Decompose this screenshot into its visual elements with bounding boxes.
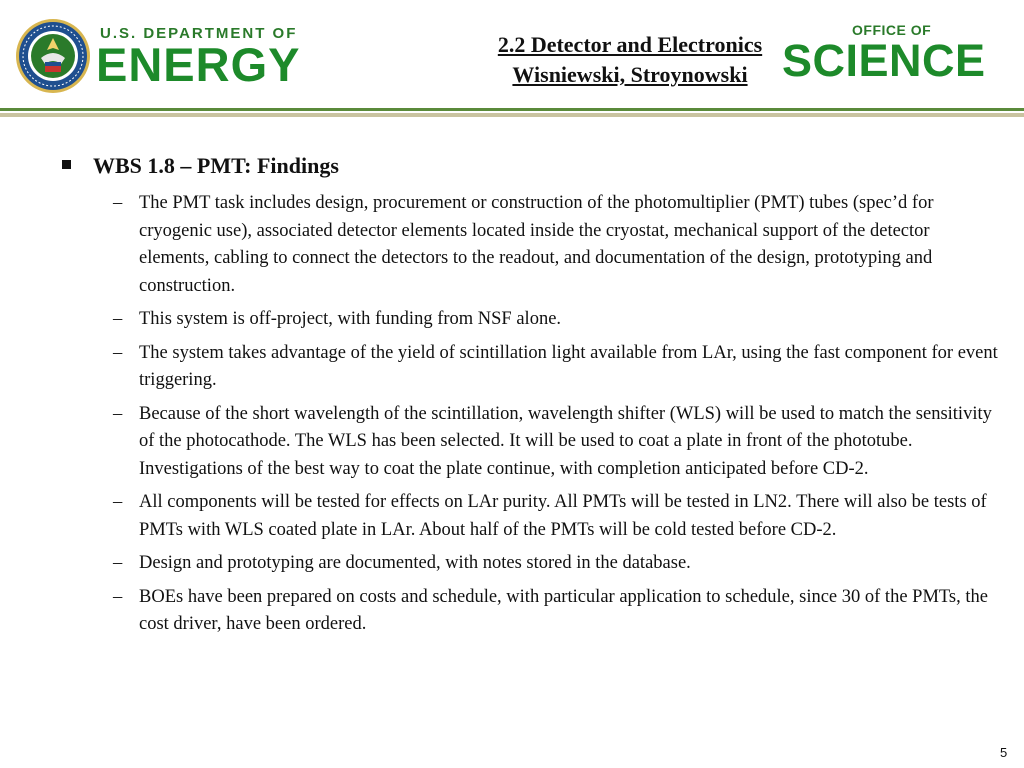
main-bullet-heading: WBS 1.8 – PMT: Findings — [93, 153, 339, 178]
office-of-text: OFFICE OF — [852, 22, 932, 38]
list-item — [0, 401, 1024, 484]
list-item-text: The system takes advantage of the yield of scintillation light available from LAr, using the fast component for event triggering. — [139, 342, 998, 390]
dash-bullet: – — [113, 403, 123, 424]
page-number: 5 — [1000, 745, 1008, 760]
slide-header — [0, 0, 1024, 110]
slide-title — [440, 30, 820, 90]
list-item — [0, 340, 1024, 395]
list-item-text: All components will be tested for effects on LAr purity. All PMTs will be tested in LN2. There will also be tests of PMTs with WLS coated plate in LAr. About half of the PMTs will be cold tested before CD-2. — [139, 492, 987, 540]
dash-bullet: – — [113, 586, 123, 607]
list-item — [0, 550, 1024, 578]
list-item-text: BOEs have been prepared on costs and schedule, with particular application to schedule, since 30 of the PMTs, the cost driver, have been ordered. — [139, 586, 988, 634]
list-item-text: Because of the short wavelength of the scintillation, wavelength shifter (WLS) will be used to match the sensitivity of the photocathode. The WLS has been selected. It will be used to coat a plate in front of the phototube. Investigations of the best way to coat the plate continue, with completion anticipated before CD-2. — [139, 403, 992, 479]
dash-bullet: – — [113, 342, 123, 363]
list-item — [0, 306, 1024, 334]
dash-bullet: – — [113, 193, 123, 213]
main-bullet — [62, 150, 962, 182]
dash-bullet: – — [113, 309, 123, 329]
slide-title-line1: 2.2 Detector and Electronics — [497, 32, 763, 57]
square-bullet-icon — [62, 160, 71, 169]
logo-energy-text: ENERGY — [96, 38, 301, 91]
list-item — [0, 584, 1024, 639]
header-divider-primary — [0, 108, 1024, 111]
science-text: SCIENCE — [782, 35, 986, 86]
logo-department-text: U.S. DEPARTMENT OF — [100, 25, 298, 42]
doe-seal-icon — [15, 18, 91, 94]
list-item — [0, 190, 1024, 300]
list-item — [0, 489, 1024, 544]
dash-bullet: – — [113, 492, 123, 512]
header-divider-secondary — [0, 113, 1024, 117]
findings-list — [0, 190, 1024, 645]
list-item-text: Design and prototyping are documented, with notes stored in the database. — [139, 553, 691, 573]
list-item-text: This system is off-project, with funding from NSF alone. — [139, 309, 562, 329]
slide-title-line2: Wisniewski, Stroynowski — [512, 62, 748, 87]
list-item-text: The PMT task includes design, procurement or construction of the photomultiplier (PMT) tubes (spec’d for cryogenic use), associated detector elements located inside the cryostat, mechanical support of the detector elements, cabling to connect the detectors to the readout, and documentation of the design, prototyping and construction. — [139, 193, 934, 296]
dash-bullet: – — [113, 553, 123, 573]
